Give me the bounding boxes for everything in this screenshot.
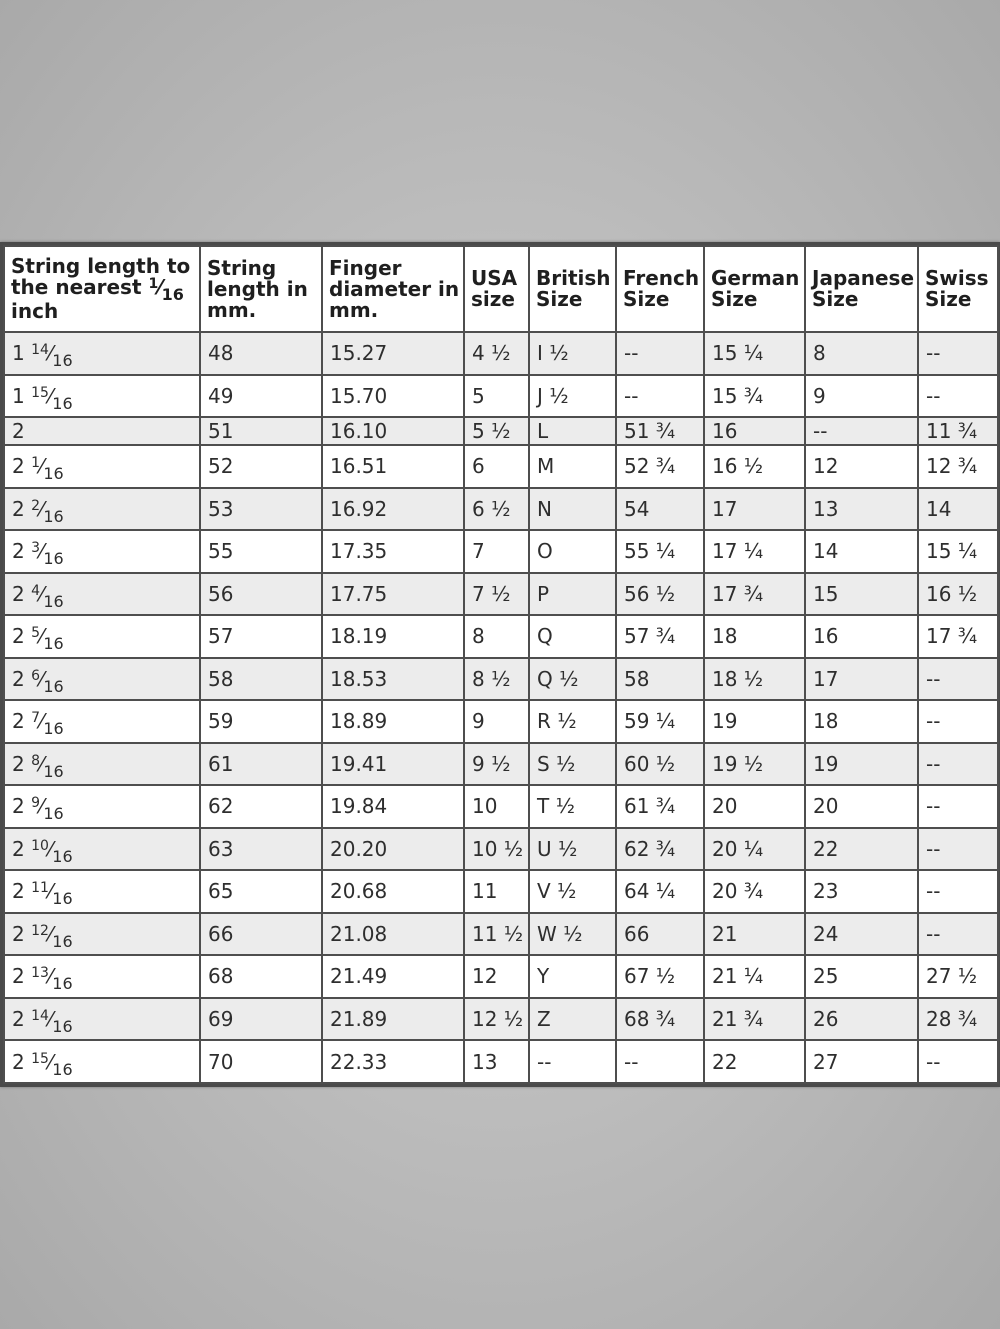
cell-finger-diameter: 16.51 bbox=[322, 445, 464, 488]
header-string-length-inch: String length to the nearest $^1⁄_{16}$ inch bbox=[4, 246, 200, 332]
cell-french-size: 68 ¾ bbox=[616, 998, 704, 1041]
cell-string-length-inch: 2 $^1⁄_{16}$ bbox=[4, 445, 200, 488]
header-usa-size: USA size bbox=[464, 246, 529, 332]
cell-finger-diameter: 21.89 bbox=[322, 998, 464, 1041]
cell-british-size: Q ½ bbox=[529, 658, 616, 701]
table-row bbox=[4, 417, 998, 445]
cell-swiss-size: -- bbox=[918, 913, 998, 956]
cell-german-size: 19 bbox=[704, 700, 805, 743]
cell-german-size: 15 ¾ bbox=[704, 375, 805, 418]
cell-swiss-size: 27 ½ bbox=[918, 955, 998, 998]
cell-japanese-size: 8 bbox=[805, 332, 918, 375]
cell-french-size: -- bbox=[616, 375, 704, 418]
cell-french-size: 51 ¾ bbox=[616, 417, 704, 445]
table-row bbox=[4, 785, 998, 828]
cell-string-length-inch: 2 $^5⁄_{16}$ bbox=[4, 615, 200, 658]
cell-french-size: 54 bbox=[616, 488, 704, 531]
cell-finger-diameter: 15.70 bbox=[322, 375, 464, 418]
cell-string-length-mm: 65 bbox=[200, 870, 322, 913]
cell-usa-size: 11 ½ bbox=[464, 913, 529, 956]
cell-british-size: P bbox=[529, 573, 616, 616]
cell-string-length-mm: 52 bbox=[200, 445, 322, 488]
cell-british-size: N bbox=[529, 488, 616, 531]
cell-usa-size: 13 bbox=[464, 1040, 529, 1083]
cell-usa-size: 10 ½ bbox=[464, 828, 529, 871]
cell-string-length-inch: 2 $^{14}⁄_{16}$ bbox=[4, 998, 200, 1041]
cell-finger-diameter: 22.33 bbox=[322, 1040, 464, 1083]
cell-swiss-size: -- bbox=[918, 785, 998, 828]
cell-british-size: W ½ bbox=[529, 913, 616, 956]
cell-british-size: R ½ bbox=[529, 700, 616, 743]
cell-finger-diameter: 21.49 bbox=[322, 955, 464, 998]
table-row bbox=[4, 573, 998, 616]
cell-french-size: 52 ¾ bbox=[616, 445, 704, 488]
cell-finger-diameter: 20.68 bbox=[322, 870, 464, 913]
cell-swiss-size: -- bbox=[918, 828, 998, 871]
cell-british-size: T ½ bbox=[529, 785, 616, 828]
cell-french-size: 58 bbox=[616, 658, 704, 701]
cell-british-size: L bbox=[529, 417, 616, 445]
cell-string-length-inch: 2 $^{12}⁄_{16}$ bbox=[4, 913, 200, 956]
cell-string-length-mm: 48 bbox=[200, 332, 322, 375]
cell-finger-diameter: 16.92 bbox=[322, 488, 464, 531]
table-row bbox=[4, 615, 998, 658]
cell-finger-diameter: 18.89 bbox=[322, 700, 464, 743]
cell-british-size: O bbox=[529, 530, 616, 573]
cell-string-length-inch: 2 $^9⁄_{16}$ bbox=[4, 785, 200, 828]
cell-japanese-size: 17 bbox=[805, 658, 918, 701]
cell-japanese-size: 27 bbox=[805, 1040, 918, 1083]
cell-japanese-size: 19 bbox=[805, 743, 918, 786]
cell-usa-size: 6 bbox=[464, 445, 529, 488]
cell-french-size: 61 ¾ bbox=[616, 785, 704, 828]
cell-finger-diameter: 16.10 bbox=[322, 417, 464, 445]
cell-german-size: 21 ¼ bbox=[704, 955, 805, 998]
cell-german-size: 18 ½ bbox=[704, 658, 805, 701]
cell-british-size: U ½ bbox=[529, 828, 616, 871]
cell-usa-size: 7 ½ bbox=[464, 573, 529, 616]
cell-german-size: 20 ¾ bbox=[704, 870, 805, 913]
cell-german-size: 15 ¼ bbox=[704, 332, 805, 375]
cell-usa-size: 12 bbox=[464, 955, 529, 998]
cell-string-length-mm: 69 bbox=[200, 998, 322, 1041]
cell-french-size: 62 ¾ bbox=[616, 828, 704, 871]
cell-british-size: S ½ bbox=[529, 743, 616, 786]
header-french-size: French Size bbox=[616, 246, 704, 332]
cell-swiss-size: -- bbox=[918, 700, 998, 743]
cell-german-size: 21 ¾ bbox=[704, 998, 805, 1041]
cell-french-size: 60 ½ bbox=[616, 743, 704, 786]
cell-string-length-mm: 61 bbox=[200, 743, 322, 786]
cell-german-size: 20 bbox=[704, 785, 805, 828]
cell-british-size: J ½ bbox=[529, 375, 616, 418]
cell-string-length-inch: 2 $^7⁄_{16}$ bbox=[4, 700, 200, 743]
cell-british-size: Y bbox=[529, 955, 616, 998]
cell-usa-size: 4 ½ bbox=[464, 332, 529, 375]
cell-french-size: 64 ¼ bbox=[616, 870, 704, 913]
table-row bbox=[4, 488, 998, 531]
cell-string-length-inch: 2 $^8⁄_{16}$ bbox=[4, 743, 200, 786]
cell-german-size: 17 ¼ bbox=[704, 530, 805, 573]
cell-usa-size: 8 bbox=[464, 615, 529, 658]
table-row bbox=[4, 445, 998, 488]
cell-british-size: I ½ bbox=[529, 332, 616, 375]
cell-german-size: 22 bbox=[704, 1040, 805, 1083]
cell-german-size: 19 ½ bbox=[704, 743, 805, 786]
cell-french-size: 57 ¾ bbox=[616, 615, 704, 658]
cell-string-length-inch: 2 $^4⁄_{16}$ bbox=[4, 573, 200, 616]
cell-usa-size: 5 bbox=[464, 375, 529, 418]
cell-usa-size: 9 ½ bbox=[464, 743, 529, 786]
cell-british-size: V ½ bbox=[529, 870, 616, 913]
cell-swiss-size: -- bbox=[918, 743, 998, 786]
table-header-row bbox=[4, 246, 998, 332]
cell-french-size: 56 ½ bbox=[616, 573, 704, 616]
cell-german-size: 18 bbox=[704, 615, 805, 658]
ring-size-table bbox=[3, 245, 999, 1084]
cell-finger-diameter: 15.27 bbox=[322, 332, 464, 375]
table-row bbox=[4, 700, 998, 743]
cell-british-size: Q bbox=[529, 615, 616, 658]
cell-swiss-size: -- bbox=[918, 332, 998, 375]
cell-japanese-size: 15 bbox=[805, 573, 918, 616]
cell-string-length-inch: 1 $^{15}⁄_{16}$ bbox=[4, 375, 200, 418]
cell-swiss-size: 17 ¾ bbox=[918, 615, 998, 658]
table-row bbox=[4, 828, 998, 871]
cell-usa-size: 9 bbox=[464, 700, 529, 743]
cell-british-size: -- bbox=[529, 1040, 616, 1083]
cell-finger-diameter: 20.20 bbox=[322, 828, 464, 871]
header-finger-diameter: Finger diameter in mm. bbox=[322, 246, 464, 332]
cell-usa-size: 5 ½ bbox=[464, 417, 529, 445]
cell-string-length-inch: 2 $^6⁄_{16}$ bbox=[4, 658, 200, 701]
cell-japanese-size: 25 bbox=[805, 955, 918, 998]
cell-finger-diameter: 17.75 bbox=[322, 573, 464, 616]
cell-finger-diameter: 18.19 bbox=[322, 615, 464, 658]
cell-japanese-size: 14 bbox=[805, 530, 918, 573]
cell-string-length-mm: 66 bbox=[200, 913, 322, 956]
cell-german-size: 21 bbox=[704, 913, 805, 956]
cell-string-length-mm: 57 bbox=[200, 615, 322, 658]
header-german-size: German Size bbox=[704, 246, 805, 332]
cell-finger-diameter: 18.53 bbox=[322, 658, 464, 701]
cell-usa-size: 8 ½ bbox=[464, 658, 529, 701]
cell-string-length-mm: 70 bbox=[200, 1040, 322, 1083]
cell-string-length-inch: 2 $^{11}⁄_{16}$ bbox=[4, 870, 200, 913]
cell-string-length-inch: 2 $^{13}⁄_{16}$ bbox=[4, 955, 200, 998]
table-row bbox=[4, 955, 998, 998]
cell-string-length-mm: 49 bbox=[200, 375, 322, 418]
cell-japanese-size: 23 bbox=[805, 870, 918, 913]
table-row bbox=[4, 658, 998, 701]
cell-japanese-size: 22 bbox=[805, 828, 918, 871]
cell-german-size: 17 bbox=[704, 488, 805, 531]
cell-string-length-mm: 55 bbox=[200, 530, 322, 573]
cell-usa-size: 7 bbox=[464, 530, 529, 573]
cell-japanese-size: 13 bbox=[805, 488, 918, 531]
cell-japanese-size: 12 bbox=[805, 445, 918, 488]
cell-swiss-size: -- bbox=[918, 375, 998, 418]
ring-size-chart bbox=[0, 242, 1000, 1087]
cell-string-length-inch: 2 $^{15}⁄_{16}$ bbox=[4, 1040, 200, 1083]
cell-string-length-mm: 68 bbox=[200, 955, 322, 998]
cell-usa-size: 6 ½ bbox=[464, 488, 529, 531]
cell-japanese-size: 9 bbox=[805, 375, 918, 418]
cell-string-length-mm: 53 bbox=[200, 488, 322, 531]
cell-japanese-size: 26 bbox=[805, 998, 918, 1041]
cell-string-length-mm: 63 bbox=[200, 828, 322, 871]
cell-usa-size: 10 bbox=[464, 785, 529, 828]
cell-swiss-size: -- bbox=[918, 870, 998, 913]
cell-german-size: 20 ¼ bbox=[704, 828, 805, 871]
cell-french-size: 66 bbox=[616, 913, 704, 956]
cell-usa-size: 11 bbox=[464, 870, 529, 913]
cell-german-size: 16 bbox=[704, 417, 805, 445]
cell-string-length-inch: 2 $^3⁄_{16}$ bbox=[4, 530, 200, 573]
cell-string-length-inch: 2 $^{10}⁄_{16}$ bbox=[4, 828, 200, 871]
cell-british-size: Z bbox=[529, 998, 616, 1041]
cell-string-length-mm: 62 bbox=[200, 785, 322, 828]
cell-string-length-mm: 56 bbox=[200, 573, 322, 616]
cell-finger-diameter: 19.84 bbox=[322, 785, 464, 828]
header-swiss-size: Swiss Size bbox=[918, 246, 998, 332]
cell-string-length-mm: 51 bbox=[200, 417, 322, 445]
table-row bbox=[4, 870, 998, 913]
table-row bbox=[4, 332, 998, 375]
cell-french-size: 55 ¼ bbox=[616, 530, 704, 573]
header-british-size: British Size bbox=[529, 246, 616, 332]
cell-french-size: -- bbox=[616, 1040, 704, 1083]
cell-swiss-size: -- bbox=[918, 658, 998, 701]
cell-french-size: -- bbox=[616, 332, 704, 375]
table-row bbox=[4, 1040, 998, 1083]
cell-swiss-size: 12 ¾ bbox=[918, 445, 998, 488]
cell-string-length-mm: 58 bbox=[200, 658, 322, 701]
cell-finger-diameter: 19.41 bbox=[322, 743, 464, 786]
cell-swiss-size: 11 ¾ bbox=[918, 417, 998, 445]
table-row bbox=[4, 743, 998, 786]
header-japanese-size: Japanese Size bbox=[805, 246, 918, 332]
header-string-length-mm: String length in mm. bbox=[200, 246, 322, 332]
cell-swiss-size: 16 ½ bbox=[918, 573, 998, 616]
cell-british-size: M bbox=[529, 445, 616, 488]
cell-japanese-size: 18 bbox=[805, 700, 918, 743]
cell-swiss-size: 14 bbox=[918, 488, 998, 531]
cell-string-length-inch: 1 $^{14}⁄_{16}$ bbox=[4, 332, 200, 375]
cell-japanese-size: 16 bbox=[805, 615, 918, 658]
table-row bbox=[4, 375, 998, 418]
cell-japanese-size: 24 bbox=[805, 913, 918, 956]
cell-finger-diameter: 17.35 bbox=[322, 530, 464, 573]
cell-string-length-inch: 2 $^2⁄_{16}$ bbox=[4, 488, 200, 531]
table-row bbox=[4, 913, 998, 956]
cell-string-length-inch: 2 bbox=[4, 417, 200, 445]
table-row bbox=[4, 998, 998, 1041]
cell-german-size: 16 ½ bbox=[704, 445, 805, 488]
cell-swiss-size: 28 ¾ bbox=[918, 998, 998, 1041]
cell-japanese-size: -- bbox=[805, 417, 918, 445]
table-body bbox=[4, 332, 998, 1083]
cell-german-size: 17 ¾ bbox=[704, 573, 805, 616]
cell-finger-diameter: 21.08 bbox=[322, 913, 464, 956]
cell-french-size: 67 ½ bbox=[616, 955, 704, 998]
cell-french-size: 59 ¼ bbox=[616, 700, 704, 743]
cell-japanese-size: 20 bbox=[805, 785, 918, 828]
cell-swiss-size: -- bbox=[918, 1040, 998, 1083]
cell-swiss-size: 15 ¼ bbox=[918, 530, 998, 573]
cell-usa-size: 12 ½ bbox=[464, 998, 529, 1041]
table-row bbox=[4, 530, 998, 573]
cell-string-length-mm: 59 bbox=[200, 700, 322, 743]
